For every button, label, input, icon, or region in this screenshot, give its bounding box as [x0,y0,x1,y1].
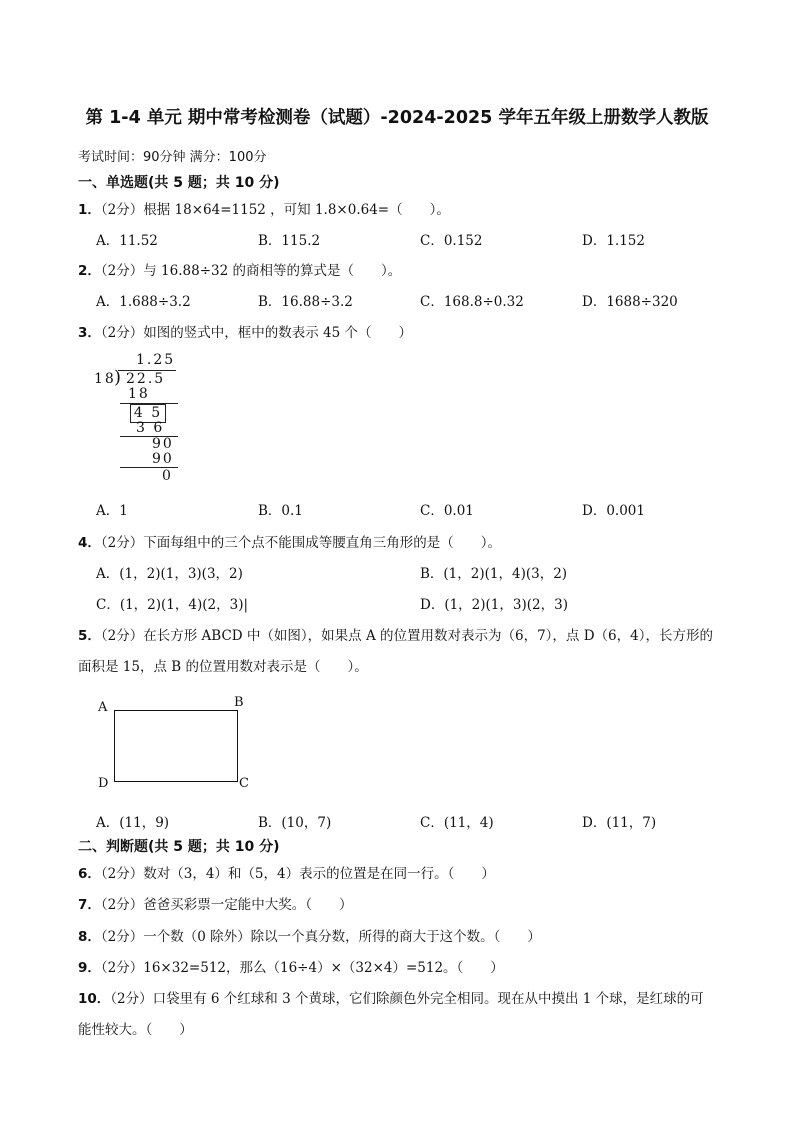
question-10-line-2: 能性较大。（ ） [78,1022,193,1038]
label-b: B [234,695,244,710]
section-heading-single-choice: 一、单选题(共 5 题；共 10 分) [78,175,280,191]
q2-option-c[interactable]: C．168.8÷0.32 [420,294,524,310]
question-8: 8．（2分）一个数（0 除外）除以一个真分数，所得的商大于这个数。（ ） [78,929,541,945]
label-d: D [98,776,109,791]
division-divisor: 18 [94,371,116,387]
q2-option-a[interactable]: A．1.688÷3.2 [96,294,191,310]
division-remainder: 0 [162,468,173,484]
q3-option-d[interactable]: D．0.001 [582,503,645,519]
question-6: 6．（2分）数对（3，4）和（5，4）表示的位置是在同一行。（ ） [78,866,495,882]
question-5: 5．（2分）在长方形 ABCD 中（如图），如果点 A 的位置用数对表示为（6，7），点 D（6，4），长方形的 [78,628,713,644]
q4-option-d[interactable]: D．(1，2)(1，3)(2，3) [420,597,568,613]
question-9: 9．（2分）16×32=512，那么（16÷4）×（32×4）=512。（ ） [78,960,504,976]
question-1: 1．（2分）根据 18×64=1152 ，可知 1.8×0.64=（ ）。 [78,202,450,218]
q3-option-c[interactable]: C．0.01 [420,503,474,519]
question-2: 2．（2分）与 16.88÷32 的商相等的算式是（ ）。 [78,263,402,279]
division-boxed-number: 4 5 [130,404,166,423]
page-title: 第 1-4 单元 期中常考检测卷（试题）-2024-2025 学年五年级上册数学人教版 [85,108,709,128]
q5-option-c[interactable]: C．(11，4) [420,815,494,831]
q5-option-b[interactable]: B．(10，7) [258,815,332,831]
question-7: 7．（2分）爸爸买彩票一定能中大奖。（ ） [78,897,353,913]
q1-option-b[interactable]: B．115.2 [258,233,321,249]
q1-option-c[interactable]: C．0.152 [420,233,483,249]
question-10: 10．（2分）口袋里有 6 个红球和 3 个黄球，它们除颜色外完全相同。现在从中摸出 1 个球，是红球的可 [78,991,704,1007]
q2-option-d[interactable]: D．1688÷320 [582,294,678,310]
rectangle-shape [114,710,238,782]
q4-option-a[interactable]: A．(1，2)(1，3)(3，2) [96,566,243,582]
division-bracket: ) [114,367,122,388]
division-step-2: 3 6 [136,420,165,436]
label-c: C [239,776,249,791]
q4-option-b[interactable]: B．(1，2)(1，4)(3，2) [420,566,568,582]
division-step-1: 18 [128,386,150,402]
exam-meta: 考试时间：90分钟 满分：100分 [78,150,267,165]
q4-option-c[interactable]: C．(1，2)(1，4)(2，3)| [96,597,249,613]
question-4: 4．（2分）下面每组中的三个点不能围成等腰直角三角形的是（ ）。 [78,535,501,551]
question-3: 3．（2分）如图的竖式中，框中的数表示 45 个（ ） [78,325,413,341]
q2-option-b[interactable]: B．16.88÷3.2 [258,294,353,310]
section-heading-true-false: 二、判断题(共 5 题；共 10 分) [78,839,280,855]
q1-option-a[interactable]: A．11.52 [96,233,158,249]
division-step-3: 90 [152,436,174,452]
division-step-4: 90 [152,451,174,467]
division-dividend: 22.5 [126,371,166,387]
q5-option-a[interactable]: A．(11，9) [96,815,170,831]
q3-option-a[interactable]: A．1 [96,503,128,519]
question-5-line-2: 面积是 15，点 B 的位置用数对表示是（ ）。 [78,659,368,675]
q3-option-b[interactable]: B．0.1 [258,503,303,519]
division-quotient: 1.25 [136,352,176,368]
q5-option-d[interactable]: D．(11，7) [582,815,657,831]
q1-option-d[interactable]: D．1.152 [582,233,645,249]
label-a: A [98,700,108,715]
